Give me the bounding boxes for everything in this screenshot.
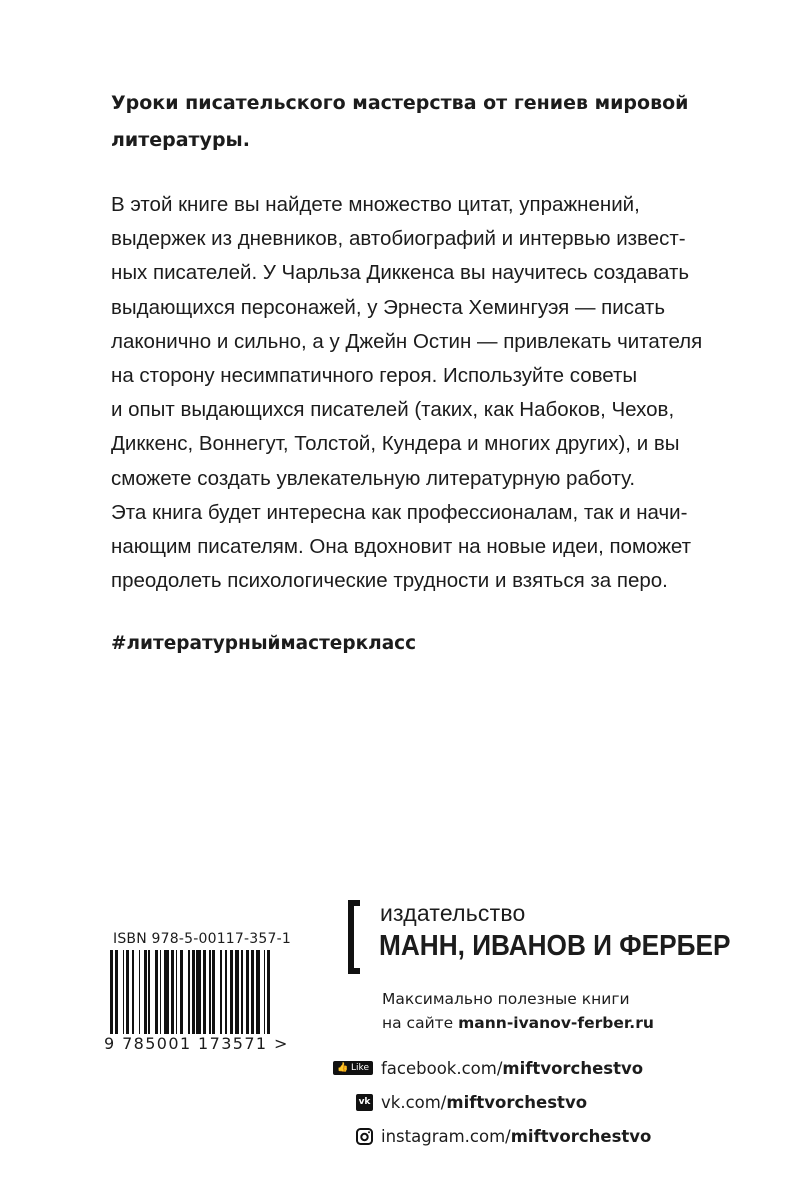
barcode-bar <box>110 950 113 1042</box>
barcode-bar <box>139 950 141 1034</box>
publisher-name: МАНН, ИВАНОВ И ФЕРБЕР <box>379 930 731 962</box>
publisher-bracket-icon <box>348 900 360 974</box>
barcode-bar <box>235 950 240 1034</box>
hashtag: #литературныймастеркласс <box>111 633 417 654</box>
headline <box>111 85 751 159</box>
barcode-bar <box>164 950 169 1034</box>
url-prefix: vk.com/ <box>381 1092 447 1112</box>
barcode-bar <box>126 950 129 1034</box>
facebook-like-icon: 👍 Like <box>333 1061 373 1075</box>
social-url[interactable] <box>381 1059 643 1078</box>
description-line: и опыт выдающихся писателей (таких, как Набоков, Чехов, <box>111 398 675 422</box>
description-line: сможете создать увлекательную литературную работу. <box>111 466 636 490</box>
barcode-bar <box>176 950 178 1034</box>
description-line: В этой книге вы найдете множество цитат, упражнений, <box>111 193 640 216</box>
barcode-bar <box>230 950 233 1034</box>
barcode-bar <box>148 950 150 1034</box>
barcode-bar <box>123 950 125 1034</box>
barcode-bar <box>220 950 222 1034</box>
social-row-vk[interactable] <box>323 1085 651 1119</box>
social-handle: miftvorchestvo <box>502 1058 644 1078</box>
url-prefix: facebook.com/ <box>381 1058 503 1078</box>
barcode-bar <box>246 950 249 1034</box>
social-url[interactable] <box>381 1127 651 1146</box>
description-line: выдающихся персонажей, у Эрнеста Хемингуэя — писать <box>111 295 666 319</box>
barcode-bar <box>209 950 211 1034</box>
tagline-line <box>382 1011 654 1035</box>
description-line: на сторону несимпатичного героя. Используйте советы <box>111 364 638 388</box>
vk-icon: vk <box>356 1094 373 1111</box>
social-handle: miftvorchestvo <box>510 1126 652 1146</box>
description <box>111 188 731 598</box>
social-row-instagram[interactable] <box>323 1119 651 1153</box>
description-line: ных писателей. У Чарльза Диккенса вы научитесь создавать <box>111 261 690 285</box>
isbn-label: ISBN 978-5-00117-357-1 <box>113 931 291 947</box>
headline-line: Уроки писательского мастерства от гениев мировой <box>111 92 689 114</box>
description-line: нающим писателям. Она вдохновит на новые идеи, поможет <box>111 535 692 559</box>
description-line: Диккенс, Воннегут, Толстой, Кундера и многих других), и вы <box>111 432 680 456</box>
description-line: выдержек из дневников, автобиографий и интервью извест- <box>111 227 686 251</box>
like-text: Like <box>351 1063 369 1073</box>
tagline-line: Максимально полезные книги <box>382 990 630 1008</box>
publisher-tagline <box>382 987 654 1035</box>
barcode-bar <box>180 950 183 1034</box>
description-line: преодолеть психологические трудности и взяться за перо. <box>111 569 668 593</box>
description-line: лаконично и сильно, а у Джейн Остин — привлекать читателя <box>111 329 703 353</box>
publisher-prefix: издательство <box>380 900 526 926</box>
barcode-bar <box>115 950 118 1042</box>
barcode-bar <box>196 950 201 1034</box>
barcode-bar <box>155 950 158 1034</box>
tagline-prefix: на сайте <box>382 1014 459 1032</box>
description-line: Эта книга будет интересна как профессионалам, так и начи- <box>111 500 688 524</box>
barcode <box>110 950 300 1034</box>
barcode-bar <box>264 950 266 1034</box>
url-prefix: instagram.com/ <box>381 1126 511 1146</box>
social-handle: miftvorchestvo <box>446 1092 588 1112</box>
barcode-bar <box>241 950 243 1034</box>
website-link[interactable]: mann-ivanov-ferber.ru <box>458 1014 654 1032</box>
barcode-bar <box>192 950 195 1042</box>
barcode-bar <box>251 950 254 1034</box>
barcode-bar <box>212 950 215 1034</box>
barcode-digits: 9 785001 173571 > <box>102 1034 304 1053</box>
social-row-facebook[interactable] <box>323 1051 651 1085</box>
barcode-bar <box>132 950 134 1034</box>
barcode-bar <box>267 950 270 1034</box>
barcode-bar <box>188 950 190 1042</box>
social-links <box>323 1051 651 1153</box>
barcode-bar <box>171 950 174 1034</box>
headline-line: литературы. <box>111 129 250 151</box>
barcode-bar <box>144 950 147 1034</box>
barcode-bar <box>256 950 261 1034</box>
social-url[interactable] <box>381 1093 587 1112</box>
barcode-bar <box>203 950 206 1034</box>
instagram-icon <box>356 1128 373 1145</box>
barcode-bar <box>225 950 227 1034</box>
barcode-bar <box>160 950 162 1034</box>
